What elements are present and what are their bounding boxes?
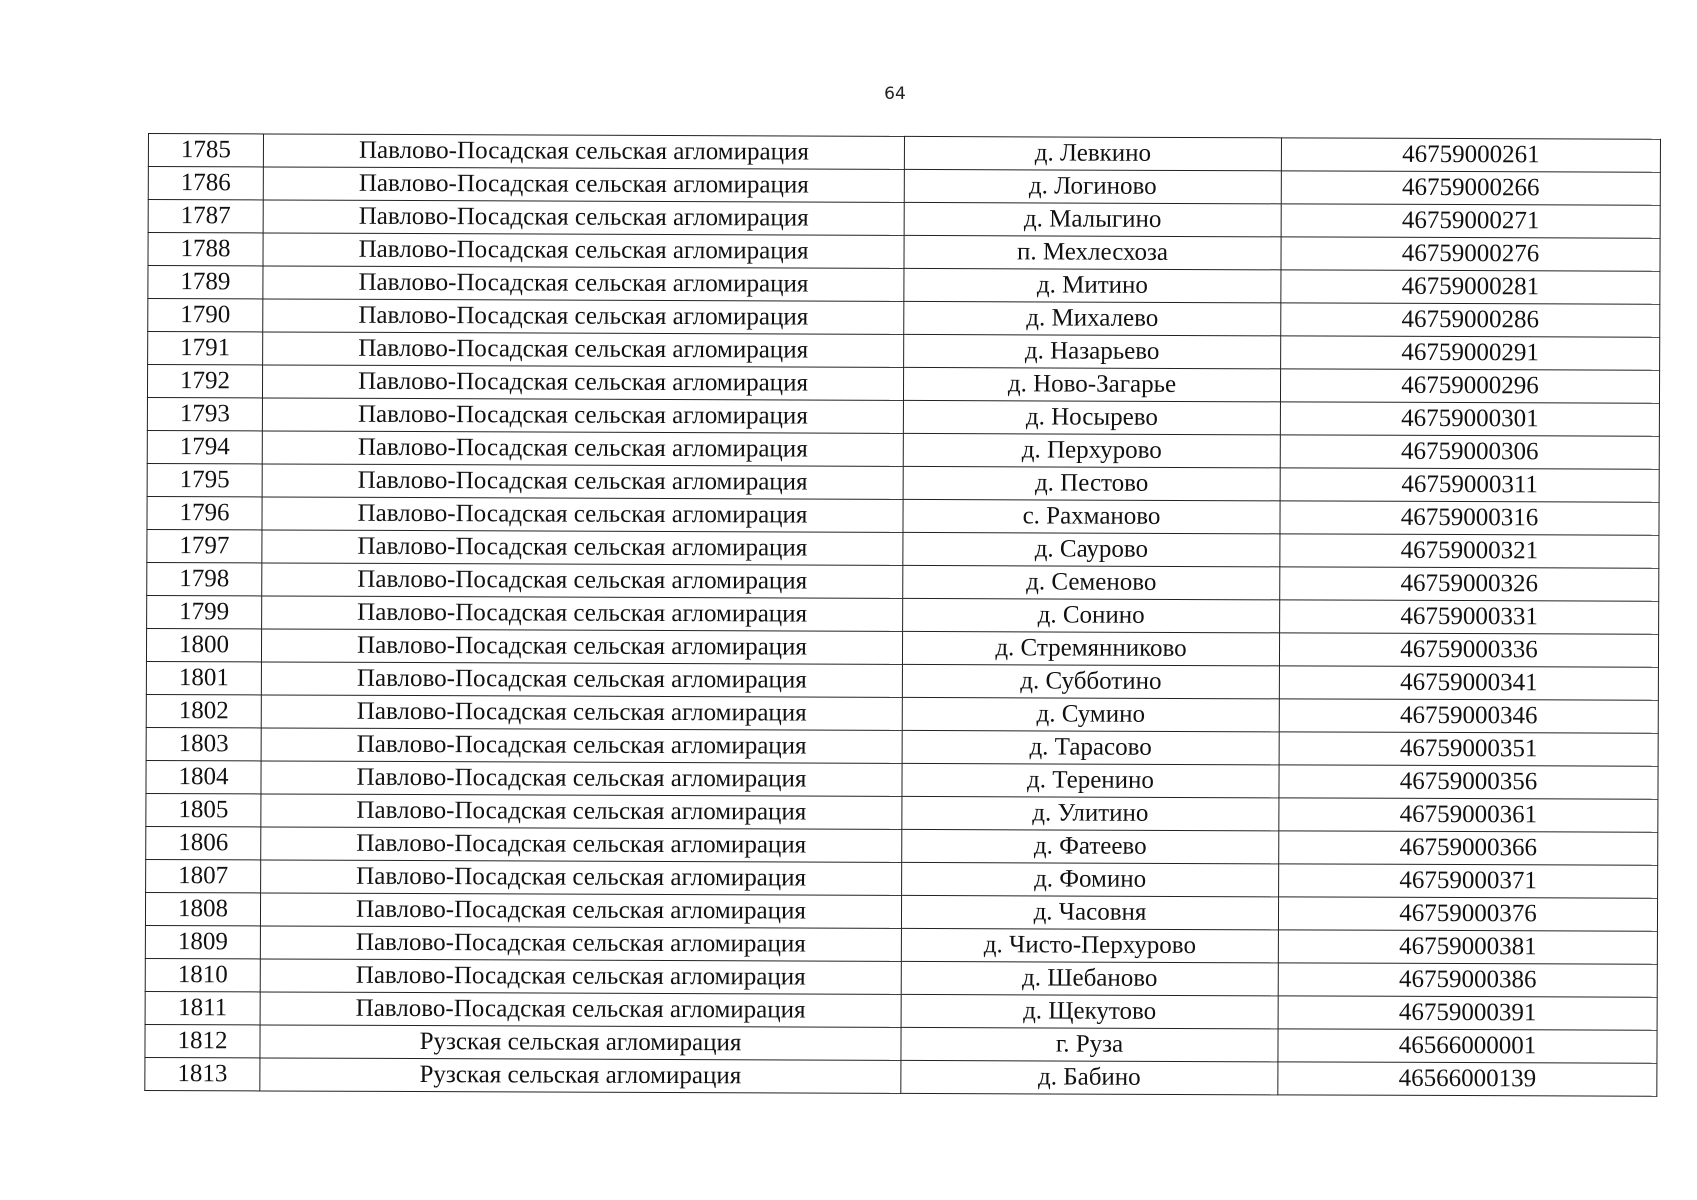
agglomeration-cell: Павлово-Посадская сельская агломирация [261,629,902,664]
agglomeration-cell: Павлово-Посадская сельская агломирация [262,365,903,400]
oktmo-code-cell: 46759000346 [1279,699,1658,733]
oktmo-code-cell: 46759000336 [1279,633,1658,667]
oktmo-code-cell: 46759000386 [1278,963,1657,997]
table-row [146,826,1658,865]
row-number-cell: 1789 [148,266,263,299]
table-body [145,134,1661,1097]
oktmo-code-cell: 46759000391 [1278,996,1657,1030]
row-number-cell: 1810 [145,958,260,991]
table-row [145,958,1657,997]
table-row [148,200,1660,239]
row-number-cell: 1803 [146,727,261,760]
oktmo-code-cell: 46759000306 [1280,435,1659,469]
settlement-cell: д. Михалево [904,301,1281,335]
settlement-cell: г. Руза [901,1027,1278,1061]
oktmo-code-cell: 46759000316 [1280,501,1659,535]
agglomeration-cell: Павлово-Посадская сельская агломирация [261,761,902,796]
oktmo-code-cell: 46759000341 [1279,666,1658,700]
settlement-cell: д. Тарасово [902,730,1279,764]
table-row [147,496,1659,535]
agglomeration-cell: Павлово-Посадская сельская агломирация [260,893,901,928]
settlement-cell: д. Стремянниково [902,631,1279,665]
agglomeration-cell: Павлово-Посадская сельская агломирация [261,695,902,730]
settlement-cell: п. Мехлесхоза [904,235,1281,269]
oktmo-code-cell: 46759000271 [1281,204,1660,238]
agglomeration-cell: Павлово-Посадская сельская агломирация [261,728,902,763]
agglomeration-cell: Павлово-Посадская сельская агломирация [262,464,903,499]
settlement-cell: с. Рахманово [903,499,1280,533]
settlement-cell: д. Субботино [902,664,1279,698]
row-number-cell: 1809 [145,925,260,958]
table-row [147,595,1659,634]
agglomeration-cell: Павлово-Посадская сельская агломирация [262,596,903,631]
oktmo-code-cell: 46759000296 [1280,369,1659,403]
row-number-cell: 1786 [148,167,263,200]
row-number-cell: 1788 [148,233,263,266]
settlement-cell: д. Бабино [901,1060,1278,1094]
table-row [146,727,1658,766]
oktmo-code-cell: 46759000371 [1279,864,1658,898]
agglomeration-cell: Павлово-Посадская сельская агломирация [262,563,903,598]
table-row [146,661,1658,700]
row-number-cell: 1794 [147,430,262,463]
table-row [146,760,1658,799]
table-row [148,266,1660,305]
agglomeration-cell: Павлово-Посадская сельская агломирация [262,398,903,433]
oktmo-code-cell: 46759000376 [1278,897,1657,931]
table-row [145,1057,1657,1096]
agglomeration-cell: Павлово-Посадская сельская агломирация [263,167,904,202]
table-row [147,365,1659,404]
row-number-cell: 1798 [147,562,262,595]
oktmo-code-cell: 46759000276 [1281,237,1660,271]
agglomeration-cell: Павлово-Посадская сельская агломирация [262,431,903,466]
table-row [148,299,1660,338]
settlement-cell: д. Фомино [902,862,1279,896]
row-number-cell: 1785 [148,134,263,167]
row-number-cell: 1793 [147,397,262,430]
table-row [147,562,1659,601]
row-number-cell: 1806 [146,826,261,859]
agglomeration-cell: Павлово-Посадская сельская агломирация [263,332,904,367]
row-number-cell: 1807 [146,859,261,892]
oktmo-code-cell: 46759000321 [1280,534,1659,568]
table-row [146,859,1658,898]
agglomeration-cell: Павлово-Посадская сельская агломирация [263,299,904,334]
settlement-cell: д. Логиново [904,169,1281,203]
settlement-cell: д. Назарьево [904,334,1281,368]
agglomeration-cell: Павлово-Посадская сельская агломирация [261,662,902,697]
row-number-cell: 1811 [145,991,260,1024]
row-number-cell: 1792 [147,365,262,398]
table-row [148,167,1660,206]
table-row [146,628,1658,667]
row-number-cell: 1804 [146,760,261,793]
agglomeration-cell: Рузская сельская агломирация [260,1058,901,1093]
oktmo-code-cell: 46759000286 [1281,303,1660,337]
settlement-cell: д. Щекутово [901,994,1278,1028]
oktmo-code-cell: 46759000351 [1279,732,1658,766]
settlements-table [144,133,1661,1097]
agglomeration-cell: Павлово-Посадская сельская агломирация [262,530,903,565]
table-row [145,892,1657,931]
table-row [147,397,1659,436]
settlement-cell: д. Чисто-Перхурово [901,928,1278,962]
row-number-cell: 1797 [147,529,262,562]
agglomeration-cell: Павлово-Посадская сельская агломирация [261,827,902,862]
settlement-cell: д. Митино [904,268,1281,302]
oktmo-code-cell: 46759000361 [1279,798,1658,832]
oktmo-code-cell: 46566000001 [1278,1029,1657,1063]
row-number-cell: 1812 [145,1024,260,1057]
agglomeration-cell: Павлово-Посадская сельская агломирация [263,266,904,301]
row-number-cell: 1808 [145,892,260,925]
row-number-cell: 1802 [146,694,261,727]
page-number: 64 [884,84,906,104]
row-number-cell: 1795 [147,463,262,496]
row-number-cell: 1796 [147,496,262,529]
settlement-cell: д. Часовня [901,895,1278,929]
settlement-cell: д. Ново-Загарье [903,367,1280,401]
row-number-cell: 1805 [146,793,261,826]
oktmo-code-cell: 46759000266 [1281,171,1660,205]
oktmo-code-cell: 46759000261 [1281,138,1660,172]
row-number-cell: 1787 [148,200,263,233]
settlement-cell: д. Семеново [903,565,1280,599]
agglomeration-cell: Павлово-Посадская сельская агломирация [263,200,904,235]
oktmo-code-cell: 46759000356 [1279,765,1658,799]
settlement-cell: д. Улитино [902,796,1279,830]
row-number-cell: 1799 [147,595,262,628]
oktmo-code-cell: 46759000366 [1279,831,1658,865]
table-row [145,991,1657,1030]
oktmo-code-cell: 46566000139 [1278,1062,1657,1096]
oktmo-code-cell: 46759000311 [1280,468,1659,502]
oktmo-code-cell: 46759000301 [1280,402,1659,436]
oktmo-code-cell: 46759000381 [1278,930,1657,964]
oktmo-code-cell: 46759000326 [1280,567,1659,601]
oktmo-code-cell: 46759000331 [1280,600,1659,634]
row-number-cell: 1791 [148,332,263,365]
agglomeration-cell: Павлово-Посадская сельская агломирация [260,926,901,961]
settlement-cell: д. Фатеево [902,829,1279,863]
agglomeration-cell: Павлово-Посадская сельская агломирация [260,992,901,1027]
agglomeration-cell: Павлово-Посадская сельская агломирация [261,794,902,829]
settlement-cell: д. Саурово [903,532,1280,566]
table-row [148,233,1660,272]
settlement-cell: д. Сонино [903,598,1280,632]
settlement-cell: д. Пестово [903,466,1280,500]
oktmo-code-cell: 46759000291 [1281,336,1660,370]
settlement-cell: д. Левкино [904,136,1281,170]
settlement-cell: д. Сумино [902,697,1279,731]
settlement-cell: д. Теренино [902,763,1279,797]
settlement-cell: д. Малыгино [904,202,1281,236]
agglomeration-cell: Павлово-Посадская сельская агломирация [263,134,904,169]
oktmo-code-cell: 46759000281 [1281,270,1660,304]
table-row [148,332,1660,371]
table-row [147,463,1659,502]
row-number-cell: 1801 [146,661,261,694]
table-row [147,529,1659,568]
agglomeration-cell: Рузская сельская агломирация [260,1025,901,1060]
row-number-cell: 1800 [146,628,261,661]
agglomeration-cell: Павлово-Посадская сельская агломирация [261,860,902,895]
table-row [146,694,1658,733]
settlement-cell: д. Перхурово [903,433,1280,467]
row-number-cell: 1813 [145,1057,260,1090]
table-row [147,430,1659,469]
settlement-cell: д. Шебаново [901,961,1278,995]
row-number-cell: 1790 [148,299,263,332]
agglomeration-cell: Павлово-Посадская сельская агломирация [260,959,901,994]
agglomeration-cell: Павлово-Посадская сельская агломирация [262,497,903,532]
table-row [148,134,1660,173]
table-row [145,925,1657,964]
table-row [146,793,1658,832]
settlement-cell: д. Носырево [903,400,1280,434]
agglomeration-cell: Павлово-Посадская сельская агломирация [263,233,904,268]
